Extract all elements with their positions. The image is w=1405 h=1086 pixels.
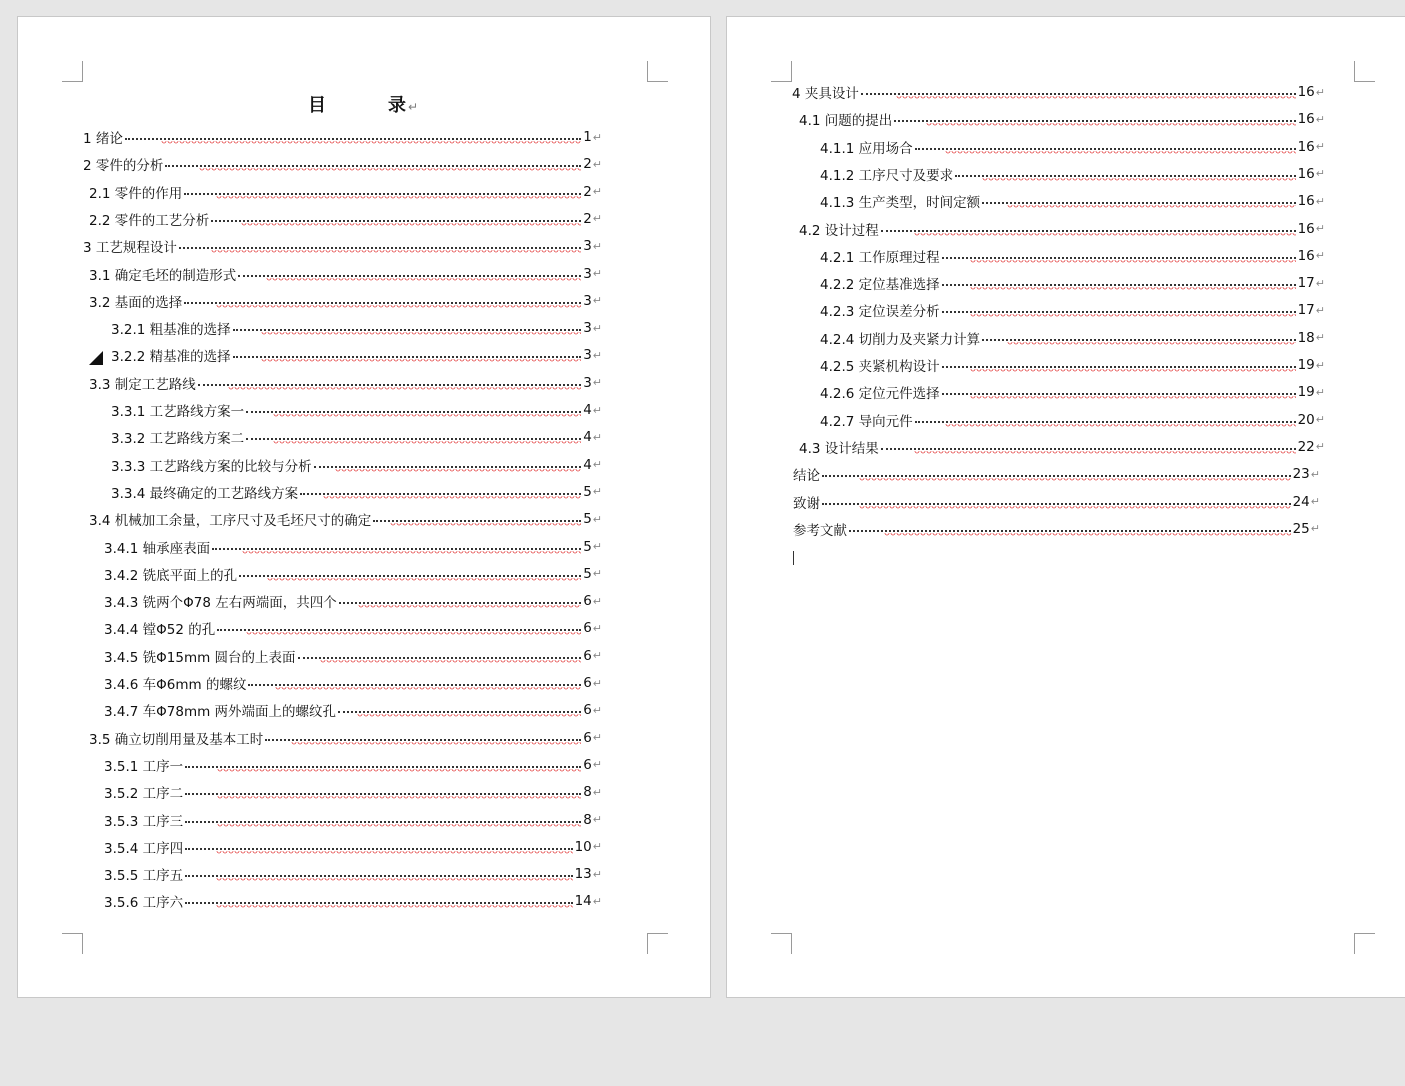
toc-dot-leader bbox=[849, 519, 1291, 539]
toc-entry-page-number: 6 bbox=[583, 729, 592, 746]
toc-entry[interactable] bbox=[89, 373, 602, 393]
paragraph-mark: ↵ bbox=[592, 239, 602, 253]
paragraph-mark: ↵ bbox=[592, 621, 602, 635]
margin-corner-bottom-right bbox=[647, 933, 668, 954]
paragraph-mark: ↵ bbox=[592, 376, 602, 390]
toc-dot-leader bbox=[238, 264, 581, 284]
toc-entry-page-number: 16 bbox=[1297, 220, 1315, 237]
paragraph-mark: ↵ bbox=[1310, 467, 1320, 481]
toc-dot-leader bbox=[822, 492, 1291, 512]
toc-entry-label: 3.3.1 工艺路线方案一 bbox=[111, 404, 245, 420]
document-page-1 bbox=[17, 16, 711, 998]
paragraph-mark: ↵ bbox=[592, 458, 602, 472]
toc-entry-label: 4.2.4 切削力及夹紧力计算 bbox=[820, 331, 981, 348]
toc-dot-leader bbox=[211, 209, 581, 229]
toc-entry-label: 3.5.1 工序一 bbox=[104, 758, 184, 775]
toc-entry-label: 3.4.4 镗Φ52 的孔 bbox=[104, 622, 216, 639]
paragraph-mark: ↵ bbox=[1315, 358, 1325, 372]
toc-dot-leader bbox=[185, 864, 572, 884]
paragraph-mark: ↵ bbox=[592, 430, 602, 444]
toc-entry[interactable] bbox=[104, 700, 602, 720]
toc-entry-page-number: 19 bbox=[1297, 357, 1315, 373]
margin-corner-bottom-left bbox=[62, 933, 83, 954]
toc-entry-page-number: 3 bbox=[583, 265, 592, 282]
toc-entry[interactable] bbox=[793, 464, 1320, 484]
toc-entry-label: 3.5.2 工序二 bbox=[104, 786, 184, 803]
toc-entry-label: 4.1.2 工序尺寸及要求 bbox=[820, 167, 954, 184]
toc-entry[interactable] bbox=[111, 318, 602, 338]
toc-entry-page-number: 2 bbox=[583, 210, 592, 227]
toc-entry[interactable] bbox=[104, 837, 602, 857]
toc-dot-leader bbox=[915, 410, 1296, 430]
toc-dot-leader bbox=[184, 182, 581, 202]
paragraph-mark: ↵ bbox=[1315, 413, 1325, 427]
toc-dot-leader bbox=[942, 382, 1296, 402]
toc-entry-page-number: 16 bbox=[1297, 111, 1315, 128]
paragraph-mark: ↵ bbox=[592, 594, 602, 608]
toc-entry[interactable] bbox=[104, 891, 602, 911]
toc-dot-leader bbox=[185, 837, 572, 857]
toc-entry-page-number: 22 bbox=[1297, 438, 1315, 455]
toc-entry-page-number: 6 bbox=[583, 702, 592, 719]
toc-dot-leader bbox=[165, 154, 581, 174]
toc-entry-page-number: 8 bbox=[583, 784, 592, 801]
paragraph-mark: ↵ bbox=[592, 840, 602, 854]
toc-dot-leader bbox=[233, 345, 582, 365]
toc-entry[interactable] bbox=[83, 236, 602, 256]
paragraph-mark: ↵ bbox=[592, 731, 602, 745]
toc-entry-label: 3.5.5 工序五 bbox=[104, 868, 184, 885]
toc-dot-leader bbox=[894, 109, 1295, 129]
toc-entry-label: 3.4 机械加工余量，工序尺寸及毛坯尺寸的确定 bbox=[89, 513, 372, 530]
toc-entry[interactable] bbox=[111, 345, 602, 365]
paragraph-mark: ↵ bbox=[592, 867, 602, 881]
toc-entry[interactable] bbox=[820, 246, 1325, 266]
toc-entry[interactable] bbox=[104, 646, 602, 666]
paragraph-mark: ↵ bbox=[1315, 194, 1325, 208]
toc-entry-page-number: 3 bbox=[583, 238, 592, 255]
toc-entry-page-number: 24 bbox=[1292, 493, 1310, 510]
toc-dot-leader bbox=[125, 127, 581, 147]
toc-entry-page-number: 4 bbox=[583, 402, 592, 418]
toc-entry-label: 4.2.2 定位基准选择 bbox=[820, 277, 940, 294]
toc-dot-leader bbox=[198, 373, 581, 393]
paragraph-mark: ↵ bbox=[592, 321, 602, 335]
toc-title-right: 录 bbox=[387, 95, 408, 116]
toc-entry[interactable] bbox=[111, 427, 602, 447]
text-cursor bbox=[793, 551, 794, 565]
toc-entry[interactable] bbox=[104, 864, 602, 884]
paragraph-mark: ↵ bbox=[1315, 112, 1325, 126]
toc-entry[interactable] bbox=[104, 782, 602, 802]
margin-corner-bottom-left bbox=[771, 933, 792, 954]
paragraph-mark: ↵ bbox=[592, 894, 602, 908]
toc-entry-page-number: 6 bbox=[583, 620, 592, 637]
toc-dot-leader bbox=[212, 537, 581, 557]
margin-corner-top-right bbox=[1354, 61, 1375, 82]
toc-dot-leader bbox=[338, 700, 581, 720]
toc-entry[interactable] bbox=[104, 564, 602, 584]
toc-entry-label: 3.3.3 工艺路线方案的比较与分析 bbox=[111, 458, 312, 475]
toc-entry-label: 3.5 确立切削用量及基本工时 bbox=[89, 731, 264, 748]
toc-entry-page-number: 3 bbox=[583, 347, 592, 364]
toc-entry-label: 3.4.2 铣底平面上的孔 bbox=[104, 567, 238, 584]
toc-entry-page-number: 5 bbox=[583, 483, 592, 500]
document-page-2 bbox=[726, 16, 1405, 998]
paragraph-mark: ↵ bbox=[1315, 276, 1325, 290]
toc-entry[interactable] bbox=[799, 219, 1325, 239]
toc-entry[interactable] bbox=[104, 591, 602, 611]
toc-dot-leader bbox=[248, 673, 581, 693]
toc-dot-leader bbox=[942, 355, 1296, 375]
toc-entry[interactable] bbox=[820, 382, 1325, 402]
toc-entry-page-number: 25 bbox=[1292, 520, 1310, 537]
toc-entry[interactable] bbox=[820, 137, 1325, 157]
toc-dot-leader bbox=[955, 164, 1295, 184]
toc-dot-leader bbox=[300, 482, 581, 502]
toc-entry-label: 1 绪论 bbox=[83, 131, 123, 147]
toc-entry-label: 参考文献 bbox=[793, 522, 847, 539]
paragraph-mark: ↵ bbox=[1315, 140, 1325, 154]
paragraph-mark: ↵ bbox=[1315, 331, 1325, 345]
toc-entry-label: 3.5.6 工序六 bbox=[104, 895, 184, 912]
toc-entry-label: 4.2.7 导向元件 bbox=[820, 413, 913, 430]
toc-entry-page-number: 5 bbox=[583, 511, 592, 528]
toc-entry-page-number: 14 bbox=[574, 893, 592, 910]
toc-entry-page-number: 6 bbox=[583, 647, 592, 664]
paragraph-mark: ↵ bbox=[592, 512, 602, 526]
paragraph-mark: ↵ bbox=[592, 649, 602, 663]
toc-entry[interactable] bbox=[111, 400, 602, 420]
paragraph-mark: ↵ bbox=[592, 758, 602, 772]
toc-entry-label: 4.3 设计结果 bbox=[799, 440, 879, 457]
toc-entry-page-number: 10 bbox=[574, 838, 592, 855]
toc-entry-page-number: 4 bbox=[583, 456, 592, 473]
toc-entry[interactable] bbox=[104, 755, 602, 775]
paragraph-mark: ↵ bbox=[1315, 303, 1325, 317]
toc-entry-label: 4.1 问题的提出 bbox=[799, 113, 893, 130]
toc-entry[interactable] bbox=[104, 673, 602, 693]
toc-entry[interactable] bbox=[820, 273, 1325, 293]
table-move-handle-icon[interactable] bbox=[89, 351, 103, 365]
toc-entry[interactable] bbox=[820, 410, 1325, 430]
toc-entry-label: 结论 bbox=[793, 468, 820, 485]
toc-entry-page-number: 6 bbox=[583, 756, 592, 773]
toc-entry-page-number: 3 bbox=[583, 292, 592, 309]
toc-dot-leader bbox=[915, 137, 1296, 157]
paragraph-mark: ↵ bbox=[592, 703, 602, 717]
toc-entry-label: 4.1.1 应用场合 bbox=[820, 140, 913, 157]
toc-entry[interactable] bbox=[83, 154, 602, 174]
toc-entry-page-number: 5 bbox=[583, 538, 592, 555]
toc-entry-page-number: 17 bbox=[1297, 275, 1315, 292]
toc-dot-leader bbox=[861, 82, 1296, 102]
margin-corner-top-right bbox=[647, 61, 668, 82]
toc-entry-page-number: 8 bbox=[583, 811, 592, 828]
paragraph-mark: ↵ bbox=[592, 157, 602, 171]
toc-entry[interactable] bbox=[799, 109, 1325, 129]
paragraph-mark: ↵ bbox=[592, 403, 602, 417]
paragraph-mark: ↵ bbox=[1315, 249, 1325, 263]
toc-entry-label: 3.4.7 车Φ78mm 两外端面上的螺纹孔 bbox=[104, 704, 337, 721]
toc-dot-leader bbox=[881, 219, 1296, 239]
toc-entry-page-number: 13 bbox=[574, 866, 592, 883]
toc-entry-label: 3.2.1 粗基准的选择 bbox=[111, 322, 231, 339]
toc-entry[interactable] bbox=[89, 291, 602, 311]
toc-entry-label: 3.1 确定毛坯的制造形式 bbox=[89, 267, 237, 284]
paragraph-mark: ↵ bbox=[592, 676, 602, 690]
toc-entry[interactable] bbox=[792, 82, 1325, 102]
toc-entry[interactable] bbox=[104, 618, 602, 638]
paragraph-mark: ↵ bbox=[1315, 167, 1325, 181]
toc-entry[interactable] bbox=[104, 537, 602, 557]
toc-entry-label: 3.2.2 精基准的选择 bbox=[111, 349, 231, 366]
toc-entry-page-number: 16 bbox=[1297, 138, 1315, 155]
toc-dot-leader bbox=[217, 618, 581, 638]
toc-entry-label: 2 零件的分析 bbox=[83, 158, 164, 175]
toc-dot-leader bbox=[185, 810, 581, 830]
toc-entry-page-number: 16 bbox=[1297, 165, 1315, 182]
toc-entry-label: 致谢 bbox=[793, 495, 820, 512]
margin-corner-top-left bbox=[771, 61, 792, 82]
toc-entry-page-number: 17 bbox=[1297, 302, 1315, 319]
toc-entry-label: 3.2 基面的选择 bbox=[89, 294, 183, 311]
toc-dot-leader bbox=[881, 437, 1296, 457]
toc-dot-leader bbox=[239, 564, 581, 584]
toc-dot-leader bbox=[233, 318, 582, 338]
toc-dot-leader bbox=[246, 400, 581, 420]
toc-dot-leader bbox=[298, 646, 582, 666]
toc-entry[interactable] bbox=[820, 300, 1325, 320]
toc-entry-label: 4.2.3 定位误差分析 bbox=[820, 304, 940, 321]
toc-entry[interactable] bbox=[111, 455, 602, 475]
paragraph-mark: ↵ bbox=[1315, 85, 1325, 99]
toc-entry-label: 3.3.4 最终确定的工艺路线方案 bbox=[111, 485, 299, 502]
toc-entry-page-number: 6 bbox=[583, 675, 592, 691]
toc-entry-page-number: 2 bbox=[583, 183, 592, 200]
toc-entry-label: 4.2 设计过程 bbox=[799, 222, 879, 239]
toc-entry[interactable] bbox=[89, 209, 602, 229]
toc-entry-label: 3.5.4 工序四 bbox=[104, 840, 184, 857]
toc-entry[interactable] bbox=[793, 519, 1320, 539]
paragraph-mark: ↵ bbox=[592, 540, 602, 553]
paragraph-mark: ↵ bbox=[1310, 522, 1320, 536]
toc-entry-label: 2.2 零件的工艺分析 bbox=[89, 212, 210, 229]
toc-dot-leader bbox=[246, 427, 581, 447]
paragraph-mark: ↵ bbox=[592, 348, 602, 362]
paragraph-mark: ↵ bbox=[592, 294, 602, 308]
toc-entry[interactable] bbox=[111, 482, 602, 502]
toc-title-left: 目 bbox=[307, 95, 328, 116]
toc-entry-page-number: 2 bbox=[583, 156, 592, 173]
paragraph-mark: ↵ bbox=[1310, 495, 1320, 508]
toc-entry[interactable] bbox=[820, 164, 1325, 184]
toc-dot-leader bbox=[822, 464, 1291, 484]
toc-entry-label: 4 夹具设计 bbox=[792, 86, 859, 102]
toc-entry-page-number: 18 bbox=[1297, 329, 1315, 346]
toc-dot-leader bbox=[185, 782, 581, 802]
toc-entry-label: 3.4.5 铣Φ15mm 圆台的上表面 bbox=[104, 649, 296, 666]
toc-entry-page-number: 3 bbox=[583, 374, 592, 391]
toc-entry-page-number: 6 bbox=[583, 593, 592, 610]
toc-entry-page-number: 23 bbox=[1292, 466, 1310, 483]
toc-dot-leader bbox=[339, 591, 581, 611]
toc-dot-leader bbox=[942, 300, 1296, 320]
toc-entry[interactable] bbox=[820, 355, 1325, 375]
toc-entry[interactable] bbox=[89, 264, 602, 284]
toc-title[interactable] bbox=[18, 91, 710, 117]
toc-entry-label: 3.4.6 车Φ6mm 的螺纹 bbox=[104, 677, 247, 693]
paragraph-mark: ↵ bbox=[1315, 440, 1325, 454]
toc-entry-page-number: 16 bbox=[1297, 193, 1315, 210]
toc-entry-label: 4.2.1 工作原理过程 bbox=[820, 249, 940, 266]
paragraph-mark: ↵ bbox=[592, 185, 602, 199]
toc-entry-page-number: 20 bbox=[1297, 411, 1315, 428]
toc-dot-leader bbox=[185, 755, 581, 775]
toc-entry[interactable] bbox=[820, 191, 1325, 211]
paragraph-mark: ↵ bbox=[592, 130, 602, 144]
margin-corner-bottom-right bbox=[1354, 933, 1375, 954]
toc-entry-label: 3 工艺规程设计 bbox=[83, 240, 177, 257]
toc-dot-leader bbox=[942, 273, 1296, 293]
toc-dot-leader bbox=[982, 328, 1295, 348]
toc-entry-page-number: 16 bbox=[1297, 247, 1315, 264]
toc-entry-label: 3.5.3 工序三 bbox=[104, 813, 184, 830]
paragraph-mark: ↵ bbox=[592, 785, 602, 799]
paragraph-mark: ↵ bbox=[592, 267, 602, 280]
toc-entry-page-number: 5 bbox=[583, 565, 592, 582]
toc-entry[interactable] bbox=[799, 437, 1325, 457]
toc-entry-label: 3.4.3 铣两个Φ78 左右两端面，共四个 bbox=[104, 595, 337, 612]
toc-entry[interactable] bbox=[820, 328, 1325, 348]
toc-entry-page-number: 1 bbox=[583, 129, 592, 145]
toc-entry[interactable] bbox=[89, 509, 602, 529]
toc-dot-leader bbox=[314, 455, 582, 475]
toc-dot-leader bbox=[185, 891, 572, 911]
toc-entry-label: 4.1.3 生产类型，时间定额 bbox=[820, 195, 981, 212]
toc-entry-page-number: 3 bbox=[583, 320, 592, 337]
toc-entry-label: 3.4.1 轴承座表面 bbox=[104, 540, 211, 557]
toc-entry-label: 2.1 零件的作用 bbox=[89, 185, 183, 202]
toc-entry-page-number: 19 bbox=[1297, 384, 1315, 401]
toc-entry[interactable] bbox=[89, 182, 602, 202]
toc-entry[interactable] bbox=[83, 127, 602, 147]
toc-entry[interactable] bbox=[89, 728, 602, 748]
toc-entry-label: 4.2.5 夹紧机构设计 bbox=[820, 359, 940, 375]
toc-dot-leader bbox=[942, 246, 1296, 266]
paragraph-mark: ↵ bbox=[592, 813, 602, 826]
paragraph-mark: ↵ bbox=[592, 567, 602, 581]
toc-dot-leader bbox=[373, 509, 581, 529]
paragraph-mark: ↵ bbox=[1315, 222, 1325, 235]
toc-entry[interactable] bbox=[793, 492, 1320, 512]
toc-entry-label: 3.3.2 工艺路线方案二 bbox=[111, 431, 245, 448]
toc-entry-page-number: 4 bbox=[583, 429, 592, 446]
paragraph-mark: ↵ bbox=[592, 485, 602, 499]
toc-dot-leader bbox=[982, 191, 1295, 211]
toc-entry[interactable] bbox=[104, 810, 602, 830]
toc-entry-page-number: 16 bbox=[1297, 84, 1315, 100]
toc-dot-leader bbox=[184, 291, 581, 311]
toc-dot-leader bbox=[265, 728, 581, 748]
paragraph-mark: ↵ bbox=[592, 212, 602, 226]
margin-corner-top-left bbox=[62, 61, 83, 82]
paragraph-mark: ↵ bbox=[1315, 385, 1325, 399]
toc-dot-leader bbox=[179, 236, 581, 256]
toc-entry-label: 4.2.6 定位元件选择 bbox=[820, 386, 940, 403]
paragraph-mark: ↵ bbox=[407, 100, 421, 114]
toc-entry-label: 3.3 制定工艺路线 bbox=[89, 376, 196, 393]
